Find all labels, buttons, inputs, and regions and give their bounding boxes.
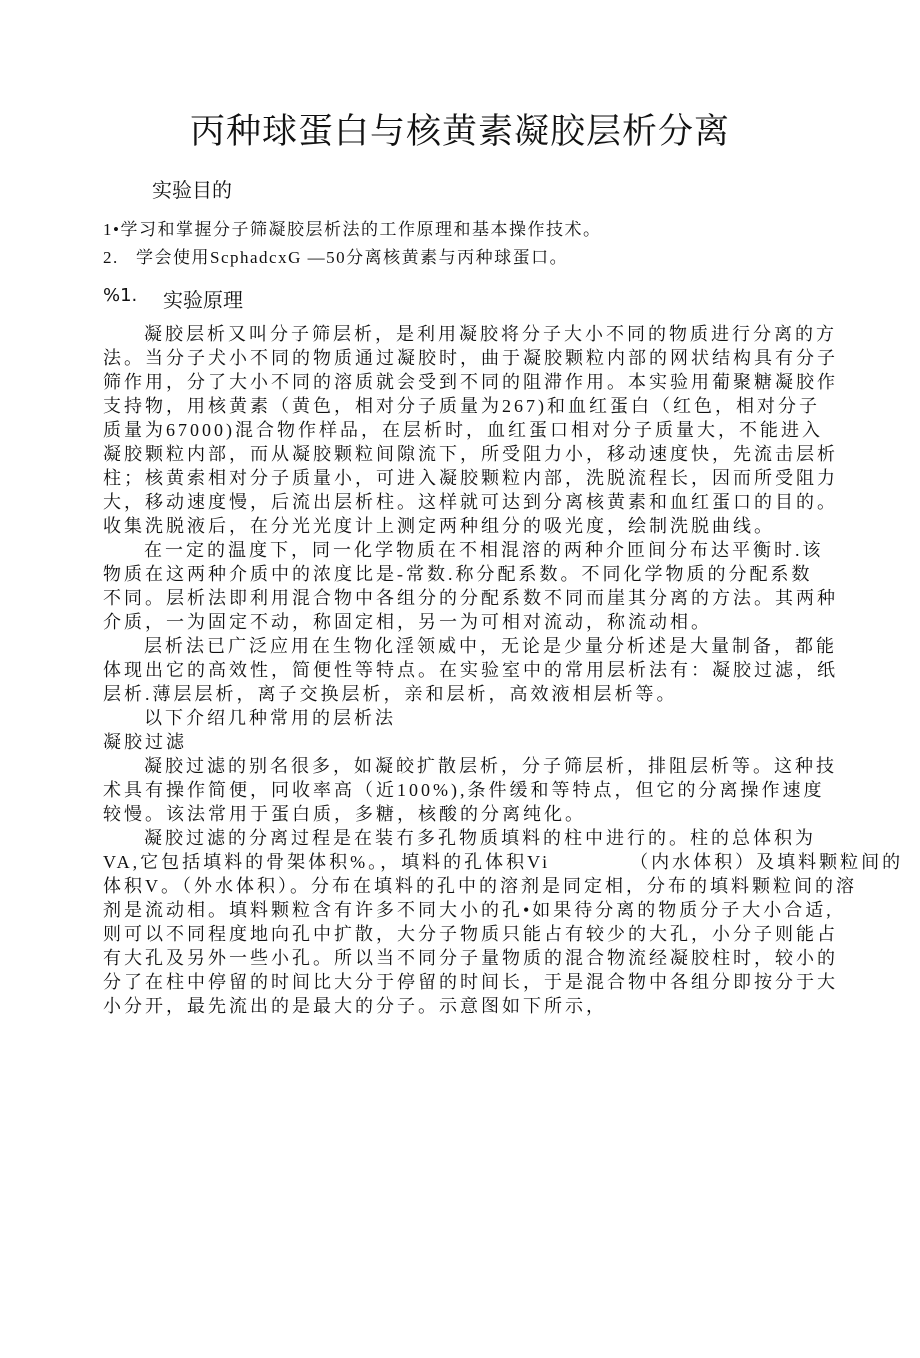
- text-line: 筛作用，分了大小不同的溶质就会受到不同的阻滞作用。本实验用葡聚糖凝胶作: [103, 372, 838, 392]
- text-line: 有大孔及另外一些小孔。所以当不同分子量物质的混合物流经凝胶柱时，较小的: [103, 948, 838, 968]
- text-line: 凝胶层析又叫分子筛层析，是利用凝胶将分子大小不同的物质进行分离的方: [144, 324, 837, 344]
- section-heading-principle: 实验原理: [163, 288, 243, 312]
- text-line: 支持物，用核黄素（黄色，相对分子质量为267)和血红蛋白（红色，相对分子: [103, 396, 820, 416]
- text-line: 大，移动速度慢，后流出层析柱。这样就可达到分离核黄素和血红蛋口的目的。: [103, 492, 838, 512]
- text-line: 质量为67000)混合物作样品，在层析时，血红蛋口相对分子质量大，不能进入: [103, 420, 823, 440]
- text-line: 较慢。该法常用于蛋白质，多糖，核酸的分离纯化。: [103, 804, 586, 824]
- text-line: 柱；核黄索相对分子质量小，可进入凝胶颗粒内部，洗脱流程长，因而所受阻力: [103, 468, 838, 488]
- text-line: 凝胶过滤的分离过程是在装冇多孔物质填料的柱中进行的。柱的总体积为: [144, 828, 816, 848]
- body-text: [103, 322, 903, 1018]
- document-title: 丙种球蛋白与核黄素凝胶层析分离: [189, 112, 730, 152]
- text-line: 凝胶颗粒内部，而从凝胶颗粒间隙流下，所受阻力小，移动速度快，先流击层析: [103, 444, 838, 464]
- text-line: 体现出它的高效性，简便性等特点。在实验室中的常用层析法有：凝胶过滤，纸: [103, 660, 838, 680]
- text-line: 体积V。（外水体积）。分布在填料的孔中的溶剂是同定相，分布的填料颗粒间的溶: [103, 876, 857, 896]
- text-line: 分了在柱中停留的时间比大分于停留的时间长，于是混合物中各组分即按分于大: [103, 972, 838, 992]
- text-line: 以下介绍几种常用的层析法: [144, 708, 396, 728]
- text-line: 法。当分子犬小不同的物质通过凝胶时，曲于凝胶颗粒内部的网状结构具有分子: [103, 348, 838, 368]
- text-line: 层析.薄层层析，离子交换层析，亲和层析，高效液相层析等。: [103, 684, 678, 704]
- text-line: 则可以不同程度地向孔中扩散，大分子物质只能占有较少的大孔，小分子则能占: [103, 924, 838, 944]
- text-line: 不同。层析法即利用混合物中各组分的分配系数不同而崖其分离的方法。其两种: [103, 588, 838, 608]
- text-line: 剂是流动相。填料颗粒含有许多不同大小的孔•如果待分离的物质分子大小合适,: [103, 900, 834, 920]
- text-segment: VA,它包括填料的骨架体积%。，填料的孔体积Vi: [103, 852, 551, 872]
- text-line: 层析法已广泛应用在生物化淫领威中，无论是少量分析述是大量制备，都能: [144, 636, 837, 656]
- section-heading-objective: 实验目的: [152, 178, 232, 202]
- text-line: 凝胶过滤的别名很多，如凝皎扩散层析，分子筛层析，排阻层析等。这种技: [144, 756, 837, 776]
- text-line: 收集洗脱液后，在分光光度计上测定两种组分的吸光度，绘制洗脱曲线。: [103, 516, 775, 536]
- text-line: [103, 850, 903, 874]
- text-line: 小分开，最先流出的是最大的分子。示意图如下所示，: [103, 996, 607, 1016]
- objective-item-2: 2. 学会使用ScphadcxG —50分离核黄素与丙种球蛋口。: [103, 248, 569, 267]
- objective-item-1: 1•学习和掌握分子筛凝胶层析法的工作原理和基本操作技术。: [103, 220, 602, 239]
- subheading-gel-filtration: 凝胶过滤: [103, 732, 187, 752]
- text-line: 术具有操作简便，冋收率高（近100%),条件缓和等特点，但它的分离操作速度: [103, 780, 825, 800]
- text-segment: （内水体积）及填料颗粒间的: [630, 852, 904, 872]
- text-line: 物质在这两种介质中的浓度比是-常数.称分配系数。不同化学物质的分配系数: [103, 564, 813, 584]
- text-line: 介质，一为固定不动，称固定相，另一为可相对流动，称流动相。: [103, 612, 712, 632]
- section-number: %1.: [103, 285, 138, 306]
- text-line: 在一定的温度下，同一化学物质在不相混溶的两种介匝间分布达平衡时.该: [144, 540, 824, 560]
